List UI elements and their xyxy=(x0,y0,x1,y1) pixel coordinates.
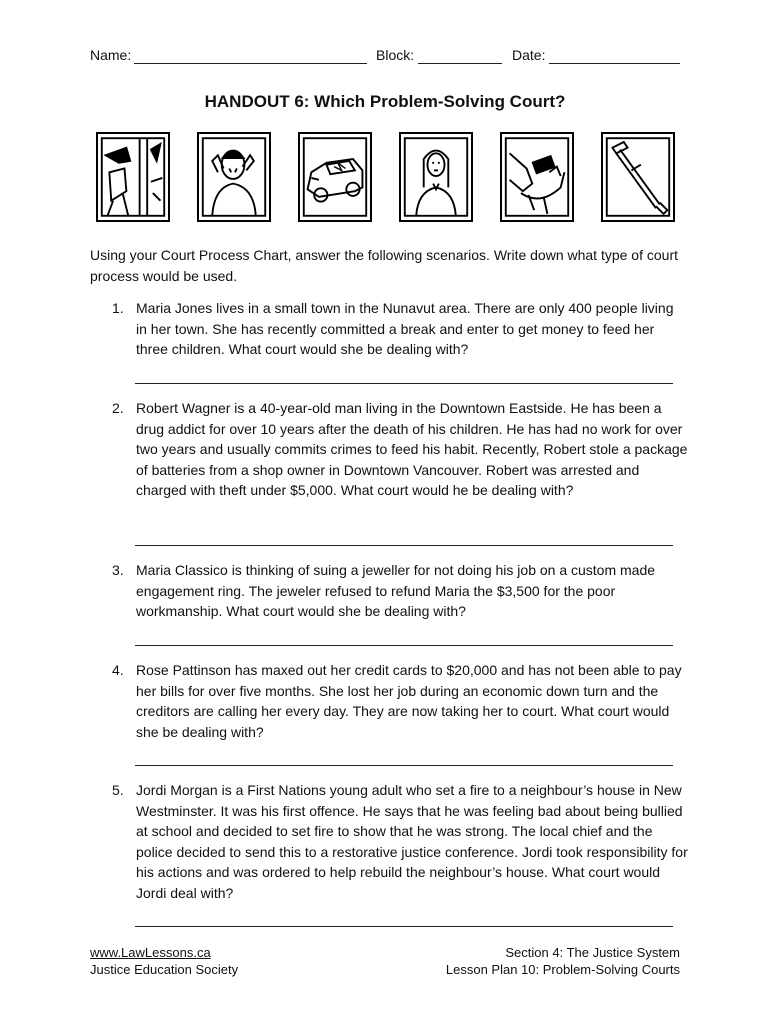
question-number: 3. xyxy=(112,562,124,578)
footer-left xyxy=(90,944,238,978)
answer-line-1[interactable] xyxy=(135,383,673,384)
section-label: Section 4: The Justice System xyxy=(505,945,680,960)
organization-name: Justice Education Society xyxy=(90,962,239,977)
answer-line-4[interactable] xyxy=(135,765,673,766)
date-label: Date: xyxy=(512,47,546,63)
question-text: Maria Classico is thinking of suing a jeweller for not doing his job on a custom made engagement ring. The jeweler refused to refund Maria the $3,500 for the poor workmanship. What court would she be dealing with? xyxy=(136,562,656,619)
name-field-line[interactable] xyxy=(134,63,367,64)
crashed-car-icon xyxy=(298,132,372,222)
question-number: 4. xyxy=(112,662,124,678)
instructions: Using your Court Process Chart, answer the following scenarios. Write down what type of court process would be used. xyxy=(90,247,678,284)
question-text: Robert Wagner is a 40-year-old man living in the Downtown Eastside. He has been a drug addict for over 10 years after the death of his children. He has had no work for over two years and usually commits crimes to feed his habit. Recently, Robert stole a package of batteries from a shop owner in Downtown Vancouver. Robert was arrested and charged with theft under $5,000. What court would he be dealing with? xyxy=(136,400,688,498)
question-number: 1. xyxy=(112,300,124,316)
name-label: Name: xyxy=(90,47,132,63)
footer-right xyxy=(446,944,680,978)
broken-window-icon xyxy=(96,132,170,222)
question-number: 5. xyxy=(112,782,124,798)
distressed-person-icon xyxy=(197,132,271,222)
answer-line-2[interactable] xyxy=(135,545,673,546)
question-text: Jordi Morgan is a First Nations young adult who set a fire to a neighbour’s house in New Westminster. It was his first offence. He says that he was feeling bad about being bullied at school and decided to set fire to show that he was strong. The local chief and the police decided to send this to a restorative justice conference. Jordi took responsibility for his actions and was ordered to help rebuild the neighbour’s house. What court would Jordi deal with? xyxy=(136,782,688,901)
block-label: Block: xyxy=(376,47,415,63)
hands-with-money-icon xyxy=(500,132,574,222)
block-field-line[interactable] xyxy=(418,63,502,64)
crutch-icon xyxy=(601,132,675,222)
question-text: Maria Jones lives in a small town in the Nunavut area. There are only 400 people living in her town. She has recently committed a break and enter to get money to feed her three children. What court would she be dealing with? xyxy=(136,300,674,357)
page-title: HANDOUT 6: Which Problem-Solving Court? xyxy=(204,92,566,111)
question-number: 2. xyxy=(112,400,124,416)
illustration-row xyxy=(96,132,676,224)
student-info-header xyxy=(90,47,680,67)
answer-line-5[interactable] xyxy=(135,926,673,927)
young-woman-icon xyxy=(399,132,473,222)
website-link[interactable]: www.LawLessons.ca xyxy=(90,945,211,960)
date-field-line[interactable] xyxy=(549,63,680,64)
answer-line-3[interactable] xyxy=(135,645,673,646)
question-text: Rose Pattinson has maxed out her credit cards to $20,000 and has not been able to pay her bills for over five months. She lost her job during an economic down turn and the creditors are calling her every day. They are now taking her to court. What court would she be dealing with? xyxy=(136,662,682,740)
lesson-label: Lesson Plan 10: Problem-Solving Courts xyxy=(445,962,680,977)
